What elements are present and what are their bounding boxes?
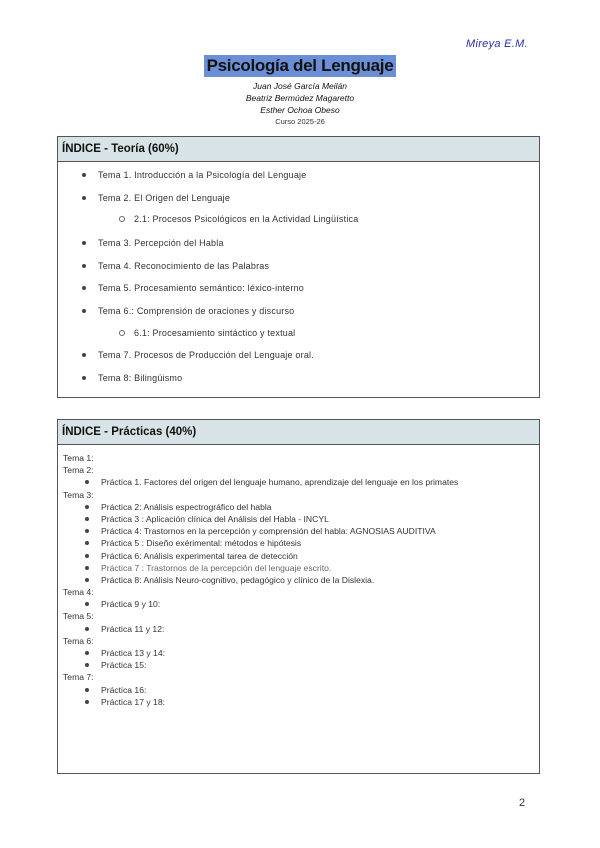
- practica-item: Práctica 11 y 12:: [63, 623, 458, 635]
- bullet-icon: [85, 517, 89, 521]
- index-teoria-heading: ÍNDICE - Teoría (60%): [58, 137, 539, 162]
- hollow-bullet-icon: [119, 216, 125, 222]
- practica-item: Práctica 9 y 10:: [63, 598, 458, 610]
- practica-item: Práctica 15:: [63, 659, 458, 671]
- practica-item: Práctica 2: Análisis espectrográfico del habla: [63, 501, 458, 513]
- page-number: 2: [519, 797, 526, 809]
- practica-item: Práctica 3 : Aplicación clínica del Análisis del Habla - INCYL: [63, 513, 458, 525]
- teoria-subitem: 2.1: Procesos Psicológicos en la Actividad Lingüística: [134, 214, 358, 224]
- bullet-icon: [82, 376, 86, 380]
- practica-item: Práctica 17 y 18:: [63, 696, 458, 708]
- tema-label: Tema 4:: [63, 587, 94, 598]
- bullet-icon: [85, 578, 89, 582]
- practica-item: Práctica 8: Análisis Neuro-cognitivo, pedagógico y clínico de la Dislexia.: [63, 574, 458, 586]
- bullet-icon: [85, 505, 89, 509]
- title-wrap: [0, 55, 600, 77]
- bullet-icon: [85, 688, 89, 692]
- author-2: Beatriz Bermúdez Magaretto: [245, 93, 355, 103]
- bullet-icon: [82, 196, 86, 200]
- index-practicas-heading: ÍNDICE - Prácticas (40%): [58, 420, 539, 445]
- bullet-icon: [85, 541, 89, 545]
- practica-item: Práctica 13 y 14:: [63, 647, 458, 659]
- tema-label: Tema 1:: [63, 453, 94, 463]
- teoria-item: Tema 2. El Origen del Lenguaje: [98, 193, 230, 203]
- bullet-icon: [85, 480, 89, 484]
- teoria-item: Tema 7. Procesos de Producción del Lenguaje oral.: [98, 350, 314, 360]
- document-title: Psicología del Lenguaje: [204, 55, 397, 77]
- bullet-icon: [82, 286, 86, 290]
- author-3: Esther Ochoa Obeso: [260, 105, 340, 115]
- tema-label: Tema 2:: [63, 465, 94, 476]
- teoria-item: Tema 6.: Comprensión de oraciones y discurso: [98, 306, 294, 316]
- tema-label: Tema 6:: [63, 635, 94, 646]
- tema-label: Tema 3:: [63, 489, 94, 500]
- bullet-icon: [85, 554, 89, 558]
- bullet-icon: [82, 353, 86, 357]
- practica-item: Práctica 4: Trastornos en la percepción y comprensión del habla: AGNOSIAS AUDITIVA: [63, 525, 458, 537]
- bullet-icon: [85, 663, 89, 667]
- bullet-icon: [82, 309, 86, 313]
- bullet-icon: [85, 627, 89, 631]
- index-teoria-box: [57, 136, 540, 398]
- practica-item: Práctica 1. Factores del origen del lenguaje humano, aprendizaje del lenguaje en los primates: [63, 476, 458, 488]
- teoria-item: Tema 1. Introducción a la Psicología del Lenguaje: [98, 170, 306, 180]
- tema-label: Tema 7:: [63, 672, 94, 683]
- teoria-item: Tema 3. Percepción del Habla: [98, 238, 224, 248]
- bullet-icon: [85, 700, 89, 704]
- bullet-icon: [85, 602, 89, 606]
- bullet-icon: [82, 241, 86, 245]
- bullet-icon: [82, 173, 86, 177]
- index-practicas-box: [57, 419, 540, 774]
- practica-item: Práctica 6: Análisis experimental tarea de detección: [63, 550, 458, 562]
- teoria-item: Tema 8: Bilingüismo: [98, 373, 182, 383]
- bullet-icon: [85, 529, 89, 533]
- teoria-subitem: 6.1: Procesamiento sintáctico y textual: [134, 328, 295, 338]
- teoria-item: Tema 4. Reconocimiento de las Palabras: [98, 261, 269, 271]
- authors-block: [0, 80, 600, 128]
- practica-item: Práctica 16:: [63, 684, 458, 696]
- bullet-icon: [82, 264, 86, 268]
- author-mark: Mireya E.M.: [466, 38, 528, 50]
- practicas-list: [63, 452, 458, 708]
- course-label: Curso 2025-26: [275, 117, 325, 126]
- teoria-item: Tema 5. Procesamiento semántico: léxico-interno: [98, 283, 304, 293]
- practica-item: Práctica 7 : Trastornos de la percepción del lenguaje escrito.: [63, 562, 458, 574]
- author-1: Juan José García Meilán: [252, 81, 348, 91]
- practica-item: Práctica 5 : Diseño exérimental: métodos e hipótesis: [63, 537, 458, 549]
- bullet-icon: [85, 566, 89, 570]
- bullet-icon: [85, 651, 89, 655]
- tema-label: Tema 5:: [63, 611, 94, 622]
- hollow-bullet-icon: [119, 330, 125, 336]
